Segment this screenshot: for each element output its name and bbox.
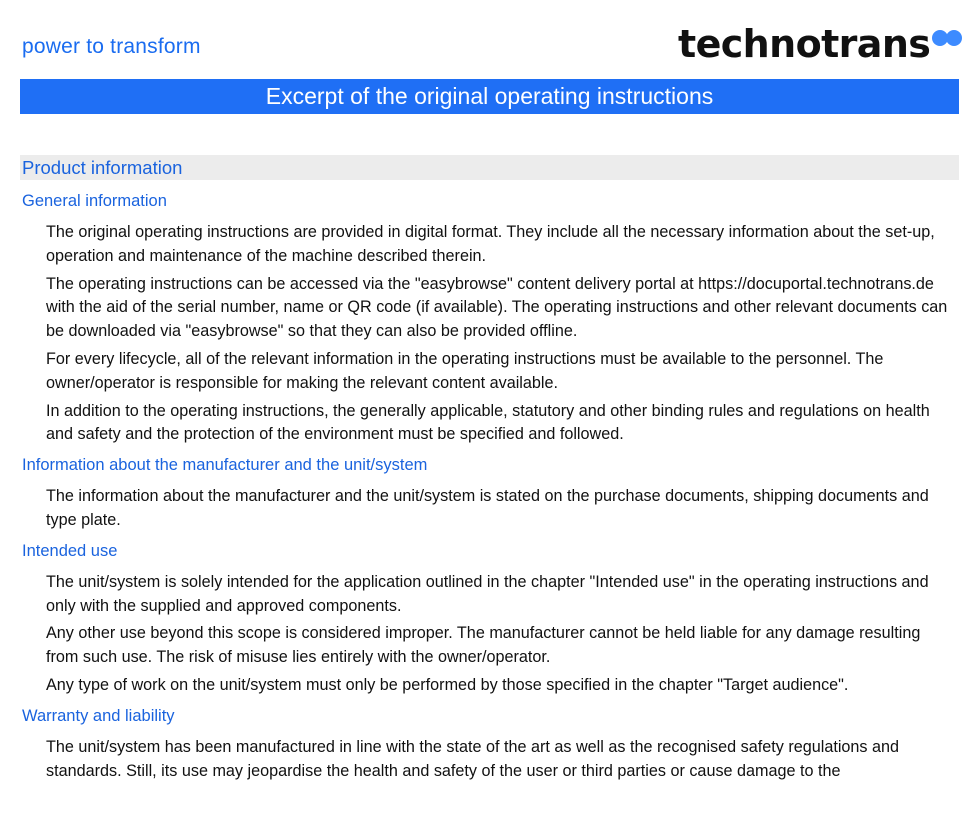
brand-mark-icon xyxy=(934,30,962,46)
subsection-manufacturer-info xyxy=(20,452,950,533)
section-header xyxy=(20,155,959,180)
subsection-heading: Warranty and liability xyxy=(22,706,175,725)
brand-name: technotrans xyxy=(678,22,931,66)
paragraph: In addition to the operating instructions, the generally applicable, statutory and other binding rules and regulations on health and safety and the protection of the environment must be specified and followed. xyxy=(46,401,930,444)
paragraph: The original operating instructions are provided in digital format. They include all the necessary information about the set-up, operation and maintenance of the machine described therein. xyxy=(46,223,935,265)
tagline: power to transform xyxy=(22,35,201,58)
paragraph: Any other use beyond this scope is considered improper. The manufacturer cannot be held liable for any damage resulting from such use. The risk of misuse lies entirely with the owner/operator. xyxy=(46,624,921,667)
subsection-heading: Information about the manufacturer and the unit/system xyxy=(22,456,428,475)
paragraph: For every lifecycle, all of the relevant information in the operating instructions must be available to the personnel. The owner/operator is responsible for making the relevant content available. xyxy=(46,349,884,392)
subsection-intended-use xyxy=(20,538,950,698)
subsection-heading: General information xyxy=(22,192,167,210)
document-content xyxy=(20,188,950,788)
paragraph: The operating instructions can be accessed via the "easybrowse" content delivery portal at https://docuportal.technotrans.de with the aid of the serial number, name or QR code (if available). The operating instructions and other relevant documents can be downloaded via "easybrowse" so that they can also be provided offline. xyxy=(46,274,948,341)
section-title: Product information xyxy=(22,157,183,178)
subsection-warranty-liability xyxy=(20,703,950,784)
paragraph: The information about the manufacturer and the unit/system is stated on the purchase documents, shipping documents and type plate. xyxy=(46,487,929,529)
paragraph: The unit/system has been manufactured in line with the state of the art as well as the recognised safety regulations and standards. Still, its use may jeopardise the health and safety of the user or third parties or cause damage to the xyxy=(46,737,900,780)
brand-logo xyxy=(678,22,962,66)
paragraph: The unit/system is solely intended for the application outlined in the chapter "Intended use" in the operating instructions and only with the supplied and approved components. xyxy=(46,572,929,615)
subsection-heading: Intended use xyxy=(22,541,118,560)
banner-title: Excerpt of the original operating instructions xyxy=(20,79,959,114)
paragraph: Any type of work on the unit/system must only be performed by those specified in the chapter "Target audience". xyxy=(46,675,849,694)
subsection-general-information xyxy=(20,188,950,447)
